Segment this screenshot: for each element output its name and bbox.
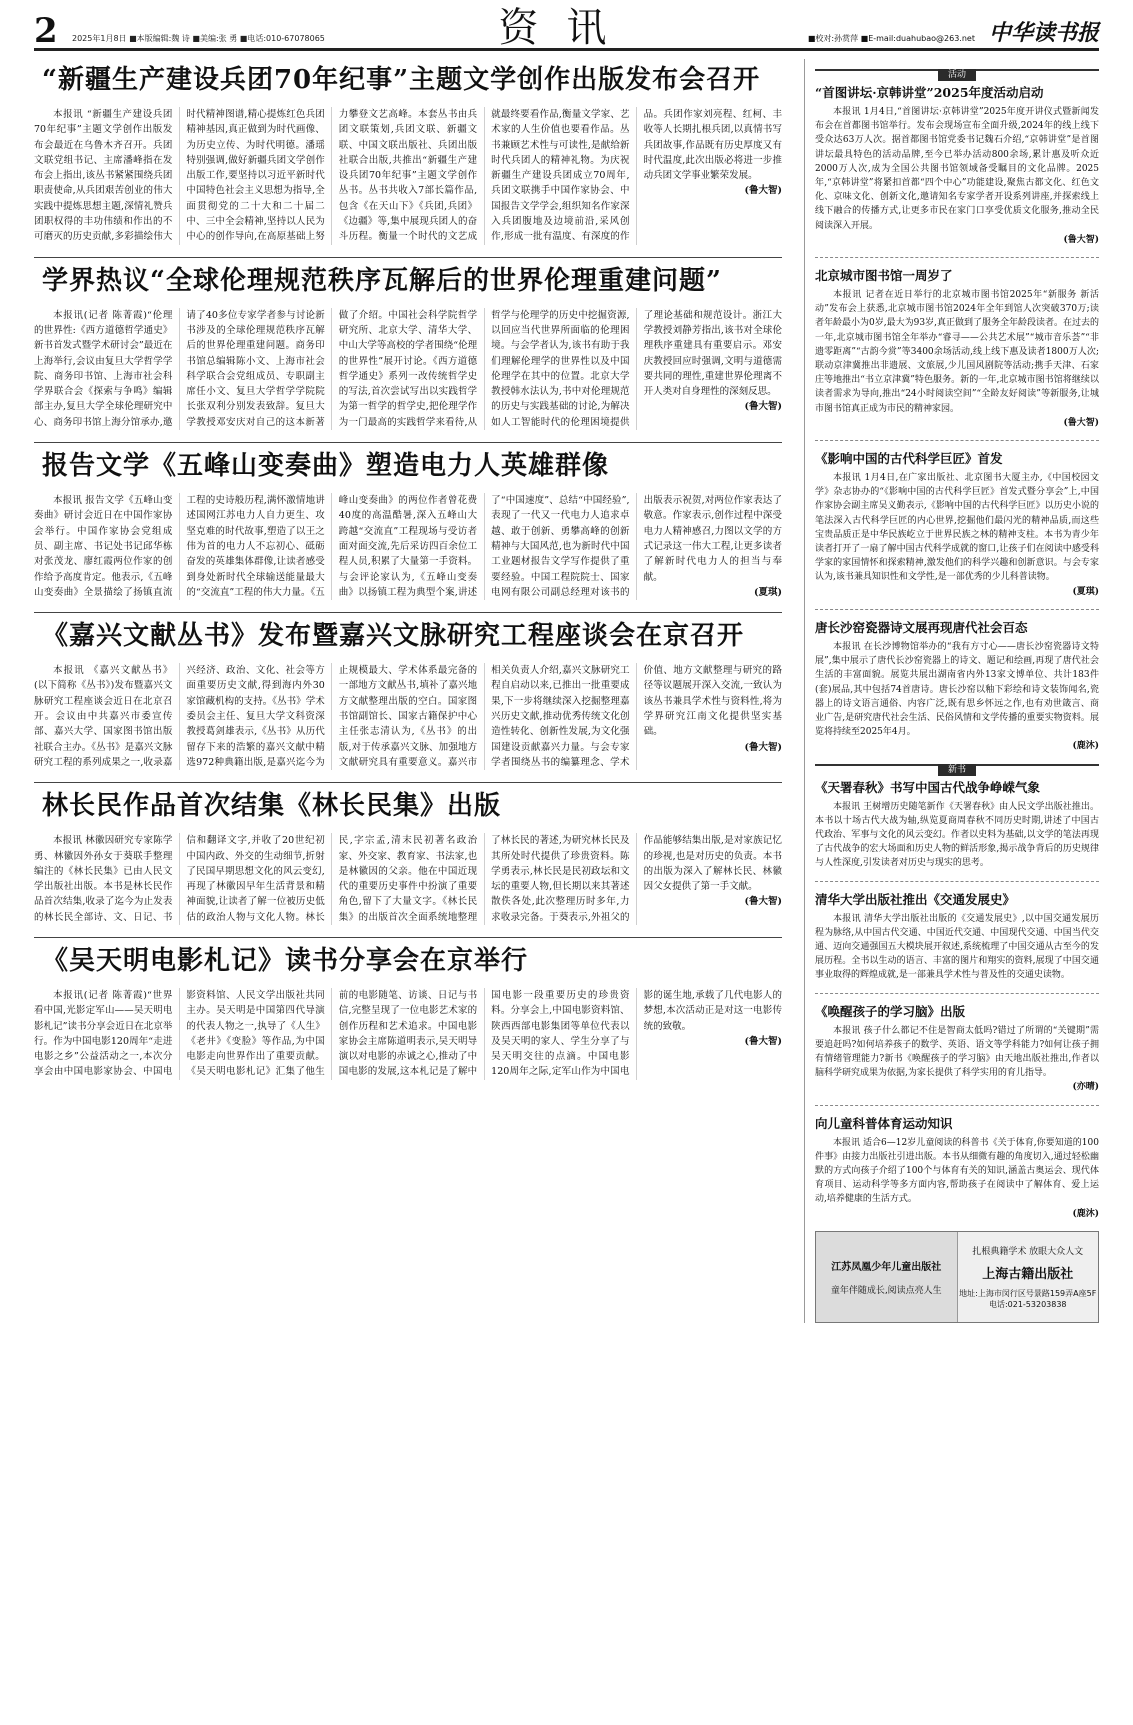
article-wutianming	[34, 944, 782, 1080]
article-jiaxing	[34, 619, 782, 770]
publisher-address: 地址:上海市闵行区号景路159弄A座5F	[959, 1288, 1097, 1298]
side-item-title: 《唤醒孩子的学习脑》出版	[815, 1003, 966, 1019]
publisher-slogan: 扎根典籍学术 放眼大众人文	[972, 1246, 1084, 1257]
side-item-author: (鲁大智)	[1063, 417, 1099, 428]
side-item-title: 唐长沙窑瓷器诗文展再现唐代社会百态	[815, 619, 1028, 635]
masthead	[34, 5, 1099, 51]
side-item	[815, 618, 1099, 754]
article-linchangmin	[34, 789, 782, 925]
article-headline: “新疆生产建设兵团70年纪事”主题文学创作出版发布会召开	[42, 65, 761, 95]
publisher-name: 上海古籍出版社	[982, 1266, 1074, 1282]
divider	[815, 993, 1099, 994]
side-item-title: 向儿童科普体育运动知识	[815, 1115, 953, 1131]
article-text: 本报讯(记者 陈菁霞)“伦理的世界性:《西方道德哲学通史》新书首发式暨学术研讨会”最近在上海举行,会议由复旦大学哲学学院、商务印书馆、上海市社会科学界联合会《探索与争鸣》编辑部主办,复旦大学全球伦理研究中心、商务印书馆上海分馆承办,邀请了40多位专家学者参与讨论新书涉及的全球伦理规范秩序瓦解后的世界伦理重建问题。商务印书馆总编辑陈小文、上海市社会科学联合会党组成员、专职副主席任小文、复旦大学哲学学院院长张双利分别发表致辞。复旦大学教授邓安庆对自己的这本新著做了介绍。中国社会科学院哲学研究所、北京大学、清华大学、中山大学等高校的学者围绕“伦理的世界性”展开讨论。《西方道德哲学通史》系列一改传统哲学史的写法,首次尝试写出以实践哲学为第一哲学的哲学史,把伦理学作为一门最高的实践哲学来看待,从哲学与伦理学的历史中挖掘资源,以回应当代世界所面临的伦理困境。与会学者认为,该书有助于我们理解伦理学的世界性以及中国伦理学在其中的位置。北京大学教授韩水法认为,书中对伦理规范的历史与实践基础的讨论,为解决如人工智能时代的伦理困境提供了理论基础和规范设计。浙江大学教授刘静芳指出,该书对全球伦理秩序重建具有重要启示。邓安庆教授回应时强调,文明与道德需要共同的理性,重建世界伦理离不开人类对自身理性的深刻反思。	[34, 309, 782, 428]
side-item-body	[815, 800, 1099, 871]
article-body	[34, 107, 782, 245]
side-item-text: 本报讯 清华大学出版社出版的《交通发展史》,以中国交通发展历程为脉络,从中国古代交通、中国近代交通、中国现代交通、中国当代交通、迈向交通强国五大模块展开叙述,系统梳理了中国交通从古至今的发展历程。全书以生动的语言、丰富的图片和翔实的资料,展现了中国交通事业取得的辉煌成就,是一部兼具学术性与普及性的交通史读物。	[815, 913, 1099, 981]
side-item-text: 本报讯 王树增历史随笔新作《天署春秋》由人民文学出版社推出。本书以十场古代大战为轴,纵览夏商周春秋不同历史时期,讲述了中国古代政治、军事与文化的风云变幻。作者以史料为基础,以文学的笔法再现了古代战争的宏大场面和历史人物的鲜活形象,揭示战争背后的历史规律与人性深度,引发读者对历史与现实的思考。	[815, 801, 1099, 869]
side-item	[815, 1002, 1099, 1095]
article-text: 本报讯(记者 陈菁霞)“世界看中国,光影定军山——吴天明电影札记”读书分享会近日在北京举行。作为中国电影120周年“走进电影之乡”公益活动之一,本次分享会由中国电影家协会、中国电影资料馆、人民文学出版社共同主办。吴天明是中国第四代导演的代表人物之一,执导了《人生》《老井》《变脸》等作品,为中国电影走向世界作出了重要贡献。《吴天明电影札记》汇集了他生前的电影随笔、访谈、日记与书信,完整呈现了一位电影艺术家的创作历程和艺术追求。中国电影家协会主席陈道明表示,吴天明导演以对电影的赤诚之心,推动了中国电影的发展,这本札记是了解中国电影一段重要历史的珍贵资料。分享会上,中国电影资料馆、陕西西部电影集团等单位代表以及吴天明的家人、学生分享了与吴天明交往的点滴。中国电影120周年之际,定军山作为中国电影的诞生地,承载了几代电影人的梦想,本次活动正是对这一电影传统的致敬。	[34, 989, 782, 1078]
divider	[815, 440, 1099, 441]
article-body	[34, 493, 782, 600]
article-headline: 《嘉兴文献丛书》发布暨嘉兴文脉研究工程座谈会在京召开	[42, 621, 745, 652]
page-number: 2	[34, 11, 58, 51]
article-author: (夏琪)	[753, 586, 782, 598]
side-item-body	[815, 1024, 1099, 1095]
side-item-author: (夏琪)	[1072, 586, 1099, 597]
side-item	[815, 778, 1099, 871]
side-item-body	[815, 640, 1099, 754]
side-item-text: 本报讯 在长沙博物馆举办的“我有方寸心——唐长沙窑瓷器诗文特展”,集中展示了唐代长沙窑瓷器上的诗文、题记和绘画,再现了唐代社会生活的丰富面貌。展览共展出湖南省内外13家文博单位、共计183件(套)展品,其中包括74首唐诗。唐长沙窑以釉下彩绘和诗文装饰闻名,瓷器上的诗文语言通俗、内容广泛,既有思乡怀远之作,也有劝世箴言、商业广告,是研究唐代社会生活、民俗风情和文学传播的重要实物资料。展览将持续至2025年4月。	[815, 641, 1099, 738]
article-headline: 林长民作品首次结集《林长民集》出版	[42, 791, 502, 822]
article-text: 本报讯 报告文学《五峰山变奏曲》研讨会近日在中国作家协会举行。中国作家协会党组成员、副主席、书记处书记邱华栋对张茂龙、廖红霞两位作家的创作给予高度肯定。他表示,《五峰山变奏曲》全景描绘了扬镇直流工程的史诗般历程,满怀激情地讲述国网江苏电力人自力更生、攻坚克难的时代故事,塑造了以王之伟为首的电力人不忘初心、砥砺奋发的英雄集体群像,让读者感受到身处新时代全球输送能量最大的“交流直”工程的伟大力量。《五峰山变奏曲》的两位作者曾花费40度的高温酷暑,深入五峰山大跨越“交流直”工程现场与受访者面对面交流,先后采访四百余位工程人员,积累了大量第一手资料。与会评论家认为,《五峰山变奏曲》以扬镇工程为典型个案,讲述了“中国速度”、总结“中国经验”,表现了一代又一代电力人追求卓越、敢于创新、勇攀高峰的创新精神与大国风范,也为新时代中国工业题材报告文学写作提供了重要经验。中国工程院院士、国家电网有限公司副总经理对该书的出版表示祝贺,对两位作家表达了敬意。作家表示,创作过程中深受电力人精神感召,力图以文学的方式记录这一伟大工程,让更多读者了解新时代电力人的担当与奉献。	[34, 495, 782, 598]
article-headline: 报告文学《五峰山变奏曲》塑造电力人英雄群像	[42, 451, 610, 482]
article-headline: 《吴天明电影札记》读书分享会在京举行	[42, 945, 529, 976]
article-author: (鲁大智)	[744, 896, 782, 908]
side-item-title: 北京城市图书馆一周岁了	[815, 268, 953, 284]
article-author: (鲁大智)	[744, 1035, 782, 1047]
article-body	[34, 308, 782, 430]
article-author: (鲁大智)	[744, 401, 782, 413]
side-item	[815, 890, 1099, 983]
tag-label: 活动	[938, 69, 976, 81]
side-item	[815, 449, 1099, 599]
side-item-author: (鹿沐)	[1072, 1208, 1099, 1219]
side-item-body	[815, 1136, 1099, 1221]
side-item-text: 本报讯 1月4日,“首图讲坛·京韩讲堂”2025年度开讲仪式暨新闻发布会在首都图书馆举行。发布会现场宣布全面升级,2024年的线上线下受众达63万人次。据首都图书馆党委书记魏石介绍,“京韩讲堂”是首图讲坛最具特色的活动品牌,至今已举办活动800余场,累计惠及听众近2000万人次,成为全国公共图书馆领域备受瞩目的文化品牌。2025年,“京韩讲堂”将紧扣首都“四个中心”功能建设,聚焦古都文化、红色文化、京味文化、创新文化,邀请知名专家学者开设系列讲座,并探索线上线下融合的传播方式,让更多市民在家门口享受优质文化服务,推动全民阅读深入开展。	[815, 107, 1099, 231]
main-column	[34, 59, 782, 1323]
article-text: 本报讯 林徽因研究专家陈学勇、林徽因外孙女于葵联手整理编注的《林长民集》已由人民文学出版社出版。本书是林长民作品首次结集,收录了迄今为止发表的林长民全部诗、文、日记、书信和翻译文字,并收了20世纪初中国内政、外交的生动细节,折射了民国早期思想文化的风云变幻,再现了林徽因早年生活背景和精神面貌,让读者了解一位被历史低估的政治人物与文化人物。林长民,字宗孟,清末民初著名政治家、外交家、教育家、书法家,也是林徽因的父亲。他在中国近现代的重要历史事件中扮演了重要角色,留下了大量文字。《林长民集》的出版首次全面系统地整理了林长民的著述,为研究林长民及其所处时代提供了珍贵资料。陈学勇表示,林长民是民初政坛和文坛的重要人物,但长期以来其著述散佚各处,此次整理历时多年,力求收录完备。于葵表示,外祖父的作品能够结集出版,是对家族记忆的珍视,也是对历史的负责。本书的出版为深入了解林长民、林徽因父女提供了第一手文献。	[34, 835, 782, 923]
side-item-body	[815, 105, 1099, 247]
side-item-text: 本报讯 孩子什么都记不住是智商太低吗?错过了所谓的“关键期”需要追赶吗?如何培养孩子的数学、英语、语文等学科能力?如何让孩子拥有情绪管理能力?新书《唤醒孩子的学习脑》由天地出版社推出,作者以脑科学研究成果为依据,为家长提供了科学实用的育儿指导。	[815, 1025, 1099, 1079]
divider	[34, 612, 782, 613]
side-item-text: 本报讯 1月4日,在广家出版社、北京图书大厦主办,《中国校园文学》杂志协办的“《影响中国的古代科学巨匠》首发式暨分享会”上,中国作家协会副主席吴义勤表示,《影响中国的古代科学巨匠》以历史小说的笔法深入古代科学巨匠的内心世界,挖掘他们最闪光的精神品质,而这些宝贵品质正是中华民族屹立于世界民族之林的精神支柱。本书为青少年读者打开了一扇了解中国古代科学成就的窗口,让孩子们在阅读中感受科学家的家国情怀和探索精神,激发他们的科学兴趣和创新意识。与会专家认为,该书兼具知识性和文学性,是一部优秀的少儿科普读物。	[815, 473, 1099, 583]
side-item	[815, 266, 1099, 430]
tag-label: 新书	[938, 764, 976, 776]
article-headline: 学界热议“全球伦理规范秩序瓦解后的世界伦理重建问题”	[42, 265, 722, 296]
side-item-body	[815, 471, 1099, 599]
article-body	[34, 833, 782, 925]
side-item-author: (鹿沐)	[1072, 741, 1099, 752]
side-item-author: (鲁大智)	[1063, 234, 1099, 245]
publisher-ad-jiangsu	[816, 1232, 957, 1322]
article-wufengshan	[34, 449, 782, 600]
side-item-text: 本报讯 适合6—12岁儿童阅读的科普书《关于体育,你要知道的100件事》由接力出版社引进出版。本书从细微有趣的角度切入,通过轻松幽默的方式向孩子介绍了100个与体育有关的知识,涵盖古奥运会、现代体育项目、运动科学等多方面内容,帮助孩子在阅读中了解体育、爱上运动,培养健康的生活方式。	[815, 1137, 1099, 1205]
publisher-name: 江苏凤凰少年儿童出版社	[831, 1261, 942, 1273]
side-item-body	[815, 912, 1099, 983]
article-text: 本报讯 《嘉兴文献丛书》(以下简称《丛书》)发布暨嘉兴文脉研究工程座谈会近日在北京召开。会议由中共嘉兴市委宣传部、嘉兴大学、国家图书馆出版社联合主办。《丛书》是嘉兴文脉研究工程的系列成果之一,收录嘉兴经济、政治、文化、社会等方面重要历史文献,得到海内外30家馆藏机构的支持。《丛书》学术委员会主任、复旦大学文科资深教授葛剑雄表示,《丛书》从历代留存下来的浩繁的嘉兴文献中精选972种典籍出版,是嘉兴迄今为止规模最大、学术体系最完备的一部地方文献丛书,填补了嘉兴地方文献整理出版的空白。国家图书馆副馆长、国家古籍保护中心主任张志清认为,《丛书》的出版,对于传承嘉兴文脉、加强地方文献研究具有重要意义。嘉兴市相关负责人介绍,嘉兴文脉研究工程自启动以来,已推出一批重要成果,下一步将继续深入挖掘整理嘉兴历史文献,推动优秀传统文化创造性转化、创新性发展,为文化强国建设贡献嘉兴力量。与会专家学者围绕丛书的编纂理念、学术价值、地方文献整理与研究的路径等议题展开深入交流,一致认为该丛书兼具学术性与资料性,将为学界研究江南文化提供坚实基础。	[34, 665, 782, 768]
side-item-title: 《影响中国的古代科学巨匠》首发	[815, 451, 1003, 467]
side-item-title: 《天署春秋》书写中国古代战争峥嵘气象	[815, 779, 1041, 795]
side-item	[815, 1114, 1099, 1221]
publisher-ad-shanghai-guji	[957, 1232, 1099, 1322]
divider	[815, 257, 1099, 258]
advertisement-block	[815, 1231, 1099, 1323]
contact-meta: ■校对:孙赏萍 ■E-mail:duahubao@263.net	[807, 34, 975, 43]
side-item-title: 清华大学出版社推出《交通发展史》	[815, 891, 1016, 907]
article-text: 本报讯 “新疆生产建设兵团70年纪事”主题文学创作出版发布会最近在乌鲁木齐召开。兵团文联党组书记、主席潘峰指在发布会上指出,该丛书紧紧围绕兵团职责使命,从兵团艰苦创业的伟大实践中提炼思想主题,深情礼赞兵团职权得的丰功伟绩和作出的不可磨灭的历史贡献,多彩描绘伟大时代精神图谱,精心提炼红色兵团精神基因,真正做到为时代画像、为历史立传、为时代明德。潘瑶特别强调,做好新疆兵团文学创作出版工作,要坚持以习近平新时代中国特色社会主义思想为指导,全面贯彻党的二十大和二十届二中、三中全会精神,坚持以人民为中心的创作导向,在高原基础上努力攀登文艺高峰。本套丛书由兵团文联策划,兵团文联、新疆文联、中国文联出版社、兵团出版社联合出版,共推出“新疆生产建设兵团70年纪事”主题文学创作丛书。丛书共收入7部长篇作品,包含《在天山下》《兵团,兵团》《边疆》等,集中展现兵团人的奋斗历程。衡量一个时代的文艺成就最终要看作品,衡量文学家、艺术家的人生价值也要看作品。丛书兼顾艺术性与可读性,是献给新时代兵团人的精神礼物。为庆祝新疆生产建设兵团成立70周年,兵团文联携手中国作家协会、中国报告文学学会,组织知名作家深入兵团腹地及边境前沿,采风创作,形成一批有温度、有深度的作品。兵团作家刘亮程、红柯、丰收等人长期扎根兵团,以真情书写兵团故事,作品既有历史厚度又有时代温度,此次出版必将进一步推动兵团文学事业繁荣发展。	[34, 109, 782, 243]
side-item-title: “首图讲坛·京韩讲堂”2025年度活动启动	[815, 85, 1044, 100]
publisher-slogan: 童年伴随成长,阅读点亮人生	[830, 1285, 942, 1296]
article-author: (鲁大智)	[744, 185, 782, 197]
divider	[34, 937, 782, 938]
side-column	[804, 59, 1099, 1323]
divider	[815, 881, 1099, 882]
edition-meta: 2025年1月8日 ■本版编辑:魏 诗 ■美编:张 勇 ■电话:010-67078065	[72, 34, 325, 43]
side-item-text: 本报讯 记者在近日举行的北京城市图书馆2025年“新服务 新活动”发布会上获悉,北京城市图书馆2024年全年到馆人次突破370万;读者年龄最小为0岁,最大为93岁,真正做到了服务全年龄段读者。在过去的一年,北京城市图书馆全年举办“睿寻——公共艺术展”“城市音乐荟”“非遗零距离”“古韵今赏”等3400余场活动,线上线下惠及读者1800万人次;联动京津冀推出非遗展、文旅展,少儿国风剧院等活动;携手天津、石家庄等地推出“书立京津冀”特色服务。新的一年,北京城市图书馆将继续以读者需求为导向,推出“24小时阅读空间”“全龄友好阅读”等新服务,让城市图书馆真正成为市民的精神家园。	[815, 290, 1099, 414]
divider	[34, 442, 782, 443]
divider	[34, 257, 782, 258]
divider	[815, 1105, 1099, 1106]
divider	[34, 782, 782, 783]
publisher-phone: 电话:021-53203838	[988, 1299, 1067, 1309]
side-item-author: (亦晴)	[1072, 1082, 1099, 1093]
article-body	[34, 988, 782, 1080]
section-tag-books	[815, 764, 1099, 775]
article-author: (鲁大智)	[744, 741, 782, 753]
newspaper-logo: 中华读书报	[988, 20, 1099, 46]
divider	[815, 609, 1099, 610]
article-body	[34, 663, 782, 770]
side-item	[815, 83, 1099, 247]
side-item-body	[815, 288, 1099, 430]
section-tag-events	[815, 69, 1099, 80]
article-bingtuan	[34, 63, 782, 245]
article-ethics	[34, 264, 782, 430]
section-title: 资讯	[498, 5, 635, 51]
